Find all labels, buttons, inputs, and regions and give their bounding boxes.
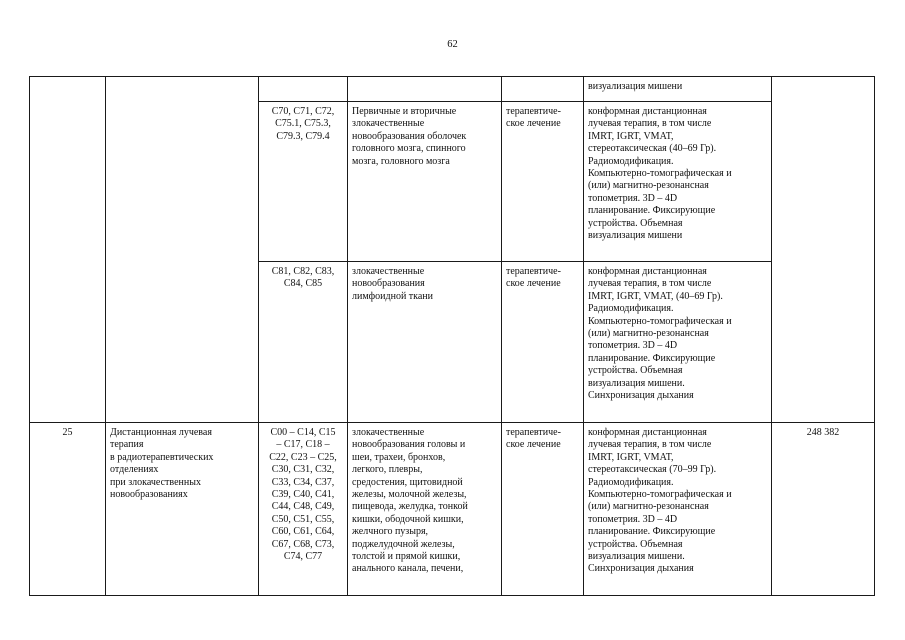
cell-number [30,77,106,423]
cell-method: конформная дистанционная лучевая терапия, в том числе IMRT, IGRT, VMAT, стереотаксическая (40–69 Гр). Радиомодификация. Компьютерно-томографическая и (или) магнитно-резонансная топометрия. 3D – 4D планирование. Фиксирующие устройства. Объемная визуализация мишени [584,102,772,262]
cell-amount: 248 382 [772,423,875,596]
cell-codes: C70, C71, C72, C75.1, C75.3, C79.3, C79.4 [259,102,348,262]
cell-treatment [502,77,584,102]
cell-method: конформная дистанционная лучевая терапия, в том числе IMRT, IGRT, VMAT, (40–69 Гр). Радиомодификация. Компьютерно-томографическая и (или) магнитно-резонансная топометрия. 3D – 4D планирование. Фиксирующие устройства. Объемная визуализация мишени. Синхронизация дыхания [584,262,772,423]
cell-description: злокачественные новообразования лимфоидной ткани [348,262,502,423]
cell-codes: C00 – C14, C15 – C17, C18 – C22, C23 – C25, C30, C31, C32, C33, C34, C37, C39, C40, C41, C44, C48, C49, C50, C51, C55, C60, C61, C64, C67, C68, C73, C74, C77 [259,423,348,596]
table-row [30,423,875,596]
page-number: 62 [447,39,458,50]
procedures-table [29,76,875,596]
cell-description: Первичные и вторичные злокачественные новообразования оболочек головного мозга, спинного мозга, головного мозга [348,102,502,262]
cell-description: злокачественные новообразования головы и шеи, трахеи, бронхов, легкого, плевры, средостения, щитовидной железы, молочной железы, пищевода, желудка, тонкой кишки, ободочной кишки, желчного пузыря, поджелудочной железы, толстой и прямой кишки, анального канала, печени, [348,423,502,596]
cell-number: 25 [30,423,106,596]
cell-name: Дистанционная лучевая терапия в радиотерапевтических отделениях при злокачественных новообразованиях [106,423,259,596]
cell-treatment: терапевтиче- ское лечение [502,423,584,596]
cell-codes: C81, C82, C83, C84, C85 [259,262,348,423]
table-row [30,77,875,102]
cell-treatment: терапевтиче- ское лечение [502,262,584,423]
cell-amount [772,77,875,423]
cell-name [106,77,259,423]
cell-treatment: терапевтиче- ское лечение [502,102,584,262]
cell-description [348,77,502,102]
cell-codes [259,77,348,102]
cell-method: конформная дистанционная лучевая терапия, в том числе IMRT, IGRT, VMAT, стереотаксическая (70–99 Гр). Радиомодификация. Компьютерно-томографическая и (или) магнитно-резонансная топометрия. 3D – 4D планирование. Фиксирующие устройства. Объемная визуализация мишени. Синхронизация дыхания [584,423,772,596]
cell-method: визуализация мишени [584,77,772,102]
